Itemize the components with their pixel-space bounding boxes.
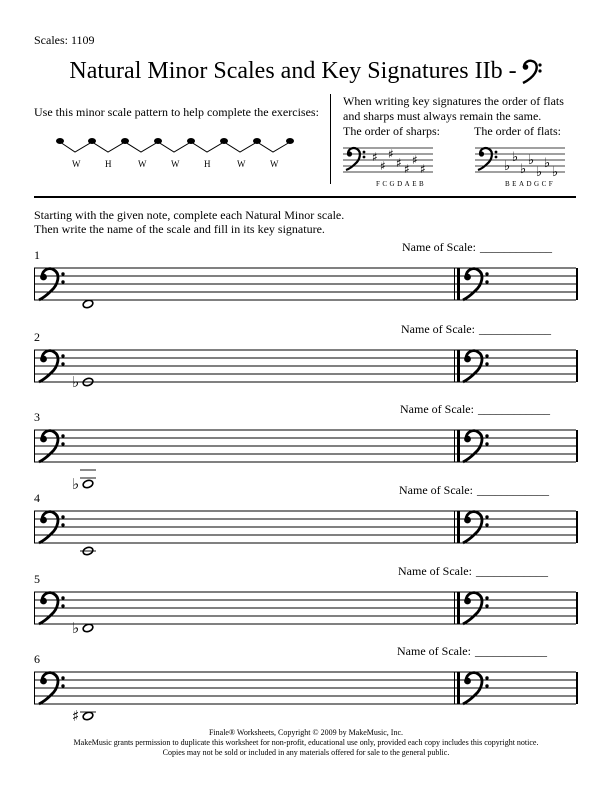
barline bbox=[34, 672, 35, 704]
sharps-order: FCGDAEB bbox=[376, 180, 427, 188]
section-divider bbox=[34, 196, 576, 198]
bass-clef-icon bbox=[521, 59, 543, 85]
exercise-number: 5 bbox=[34, 572, 40, 586]
barline bbox=[34, 511, 35, 543]
barline bbox=[457, 350, 460, 382]
scale-name-blank[interactable]: ____________ bbox=[477, 402, 550, 416]
flat-icon: ♭ bbox=[72, 475, 80, 493]
sharp-icon: ♯ bbox=[72, 707, 80, 725]
pattern-step: H bbox=[105, 159, 112, 169]
flat-icon: ♭ bbox=[72, 373, 80, 391]
svg-text:♭: ♭ bbox=[504, 159, 511, 174]
scale-name-label: Name of Scale: bbox=[401, 322, 475, 336]
svg-text:♯: ♯ bbox=[396, 156, 402, 170]
scale-name-label: Name of Scale: bbox=[399, 483, 473, 497]
pattern-note-head bbox=[121, 138, 129, 144]
barline bbox=[576, 672, 578, 704]
bass-clef-icon bbox=[478, 148, 497, 170]
barline bbox=[576, 430, 578, 462]
scale-name-blank[interactable]: ____________ bbox=[474, 644, 547, 658]
given-note-head bbox=[82, 623, 94, 633]
flats-order: BEADGCF bbox=[505, 180, 556, 188]
scale-name-blank[interactable]: ____________ bbox=[476, 483, 549, 497]
given-note-head bbox=[82, 479, 94, 489]
barline bbox=[454, 672, 455, 704]
svg-text:♯: ♯ bbox=[380, 159, 386, 173]
pattern-note-head bbox=[286, 138, 294, 144]
barline bbox=[457, 511, 460, 543]
barline bbox=[457, 430, 460, 462]
panel-divider bbox=[330, 94, 331, 184]
pattern-note-head bbox=[154, 138, 162, 144]
svg-text:♯: ♯ bbox=[372, 150, 378, 164]
scale-name-label: Name of Scale: bbox=[398, 564, 472, 578]
exercise-number: 6 bbox=[34, 652, 40, 666]
pattern-note-head bbox=[56, 138, 64, 144]
exercise-number: 4 bbox=[34, 491, 40, 505]
svg-text:♭: ♭ bbox=[536, 165, 543, 178]
pattern-step: W bbox=[237, 159, 246, 169]
barline bbox=[576, 592, 578, 624]
footer-line: MakeMusic grants permission to duplicate this worksheet for non-profit, educational use only, provided each copy includes this copyright notice. bbox=[73, 738, 539, 747]
pattern-note-head bbox=[88, 138, 96, 144]
scale-name-prompt bbox=[398, 564, 548, 579]
order-rule-text bbox=[343, 94, 583, 124]
flats-key-signature bbox=[475, 142, 570, 178]
pattern-step: H bbox=[204, 159, 211, 169]
copyright-footer bbox=[0, 728, 612, 758]
instruction-line: Starting with the given note, complete each Natural Minor scale. bbox=[34, 208, 345, 222]
barline bbox=[34, 268, 35, 300]
exercise-number: 3 bbox=[34, 410, 40, 424]
title-block bbox=[0, 58, 612, 85]
barline bbox=[576, 350, 578, 382]
order-rule-line: and sharps must always remain the same. bbox=[343, 109, 542, 123]
flat-icon: ♭ bbox=[72, 619, 80, 637]
sharps-key-signature bbox=[343, 142, 438, 178]
bass-clef-icon bbox=[346, 148, 365, 170]
scale-name-blank[interactable]: ____________ bbox=[475, 564, 548, 578]
svg-text:♯: ♯ bbox=[420, 162, 426, 176]
scale-name-label: Name of Scale: bbox=[402, 240, 476, 254]
svg-text:♭: ♭ bbox=[544, 156, 551, 171]
page-title: Natural Minor Scales and Key Signatures IIb - bbox=[69, 58, 517, 84]
given-note-head bbox=[82, 299, 94, 309]
svg-text:♯: ♯ bbox=[412, 153, 418, 167]
scale-name-blank[interactable]: ____________ bbox=[479, 240, 552, 254]
barline bbox=[454, 430, 455, 462]
exercise-instructions bbox=[34, 208, 344, 236]
barline bbox=[457, 672, 460, 704]
barline bbox=[34, 592, 35, 624]
order-rule-line: When writing key signatures the order of flats bbox=[343, 94, 564, 108]
pattern-step: W bbox=[138, 159, 147, 169]
exercise-staff[interactable] bbox=[30, 666, 580, 736]
svg-text:♭: ♭ bbox=[512, 150, 519, 165]
footer-line: Copies may not be sold or included in any materials offered for sale to the general public. bbox=[162, 748, 450, 757]
scale-name-prompt bbox=[399, 483, 549, 498]
scale-name-prompt bbox=[401, 322, 551, 337]
barline bbox=[457, 592, 460, 624]
sharps-label: The order of sharps: bbox=[343, 124, 440, 138]
svg-text:♭: ♭ bbox=[528, 153, 535, 168]
svg-text:♭: ♭ bbox=[552, 165, 559, 178]
barline bbox=[576, 268, 578, 300]
barline bbox=[454, 592, 455, 624]
pattern-note-head bbox=[187, 138, 195, 144]
instruction-line: Then write the name of the scale and fill in its key signature. bbox=[34, 222, 325, 236]
pattern-step: W bbox=[72, 159, 81, 169]
barline bbox=[576, 511, 578, 543]
barline bbox=[34, 430, 35, 462]
pattern-step: W bbox=[171, 159, 180, 169]
scale-name-label: Name of Scale: bbox=[397, 644, 471, 658]
barline bbox=[454, 268, 455, 300]
barline bbox=[34, 350, 35, 382]
scale-name-label: Name of Scale: bbox=[400, 402, 474, 416]
exercise-number: 2 bbox=[34, 330, 40, 344]
given-note-head bbox=[82, 711, 94, 721]
scale-name-prompt bbox=[397, 644, 547, 659]
worksheet-id: Scales: 1109 bbox=[34, 33, 95, 47]
pattern-note-head bbox=[220, 138, 228, 144]
barline bbox=[457, 268, 460, 300]
barline bbox=[454, 511, 455, 543]
svg-text:♭: ♭ bbox=[520, 162, 527, 177]
minor-scale-pattern bbox=[50, 132, 300, 174]
pattern-notes bbox=[56, 138, 294, 144]
svg-text:♯: ♯ bbox=[404, 162, 410, 176]
scale-name-prompt bbox=[402, 240, 552, 255]
scale-name-blank[interactable]: ____________ bbox=[478, 322, 551, 336]
scale-name-prompt bbox=[400, 402, 550, 417]
barline bbox=[454, 350, 455, 382]
pattern-instruction: Use this minor scale pattern to help complete the exercises: bbox=[34, 105, 319, 119]
flats-label: The order of flats: bbox=[474, 124, 561, 138]
pattern-note-head bbox=[253, 138, 261, 144]
pattern-step: W bbox=[270, 159, 279, 169]
svg-text:♯: ♯ bbox=[388, 147, 394, 161]
footer-line: Finale® Worksheets, Copyright © 2009 by MakeMusic, Inc. bbox=[208, 728, 403, 737]
exercise-number: 1 bbox=[34, 248, 40, 262]
